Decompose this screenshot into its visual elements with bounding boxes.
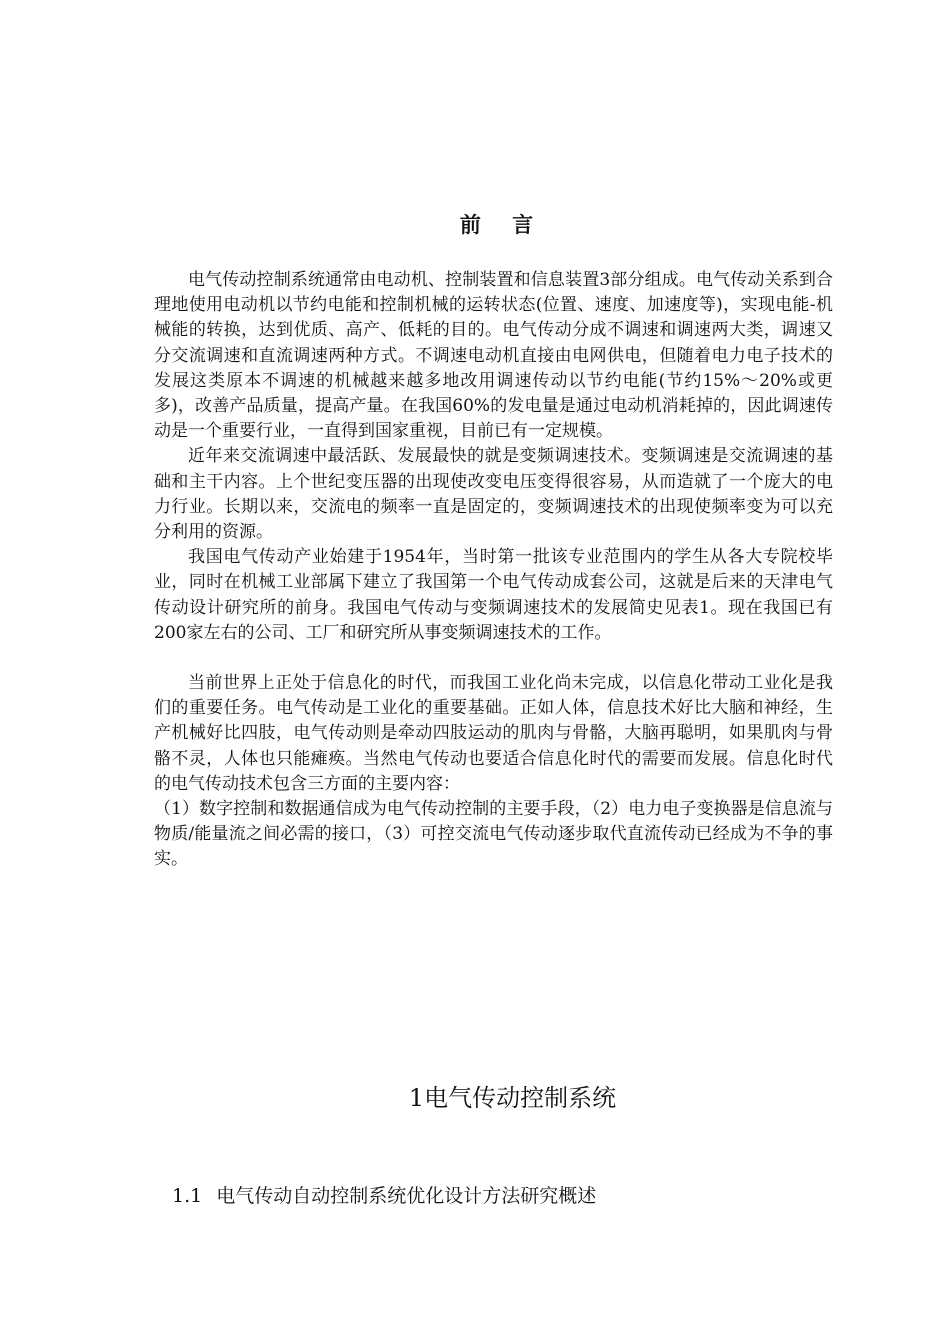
preface-body	[154, 268, 833, 873]
paragraph-4-continued: （1）数字控制和数据通信成为电气传动控制的主要手段，（2）电力电子变换器是信息流与物质/能量流之间必需的接口，（3）可控交流电气传动逐步取代直流传动已经成为不争的事实。	[154, 799, 833, 870]
section-heading	[172, 1178, 596, 1214]
paragraph-1: 电气传动控制系统通常由电动机、控制装置和信息装置3部分组成。电气传动关系到合理地使用电动机以节约电能和控制机械的运转状态(位置、速度、加速度等)，实现电能-机械能的转换，达到优质、高产、低耗的目的。电气传动分成不调速和调速两大类，调速又分交流调速和直流调速两种方式。不调速电动机直接由电网供电，但随着电力电子技术的发展这类原本不调速的机械越来越多地改用调速传动以节约电能(节约15%～20%或更多)，改善产品质量，提高产量。在我国60%的发电量是通过电动机消耗掉的，因此调速传动是一个重要行业，一直得到国家重视，目前已有一定规模。	[154, 270, 833, 442]
section-title: 电气传动自动控制系统优化设计方法研究概述	[216, 1185, 597, 1207]
chapter-heading: 1电气传动控制系统	[408, 1084, 617, 1112]
section-number: 1.1	[172, 1185, 203, 1207]
paragraph-2: 近年来交流调速中最活跃、发展最快的就是变频调速技术。变频调速是交流调速的基础和主干内容。上个世纪变压器的出现使改变电压变得很容易，从而造就了一个庞大的电力行业。长期以来，交流电的频率一直是固定的，变频调速技术的出现使频率变为可以充分利用的资源。	[154, 446, 833, 543]
paragraph-4: 当前世界上正处于信息化的时代，而我国工业化尚未完成，以信息化带动工业化是我们的重要任务。电气传动是工业化的重要基础。正如人体，信息技术好比大脑和神经，生产机械好比四肢，电气传动则是牵动四肢运动的肌肉与骨骼，大脑再聪明，如果肌肉与骨骼不灵，人体也只能瘫痪。当然电气传动也要适合信息化时代的需要而发展。信息化时代的电气传动技术包含三方面的主要内容：	[154, 673, 833, 794]
preface-title: 前 言	[459, 212, 546, 237]
paragraph-3: 我国电气传动产业始建于1954年，当时第一批该专业范围内的学生从各大专院校毕业，同时在机械工业部属下建立了我国第一个电气传动成套公司，这就是后来的天津电气传动设计研究所的前身。我国电气传动与变频调速技术的发展简史见表1。现在我国已有200家左右的公司、工厂和研究所从事变频调速技术的工作。	[154, 547, 833, 643]
